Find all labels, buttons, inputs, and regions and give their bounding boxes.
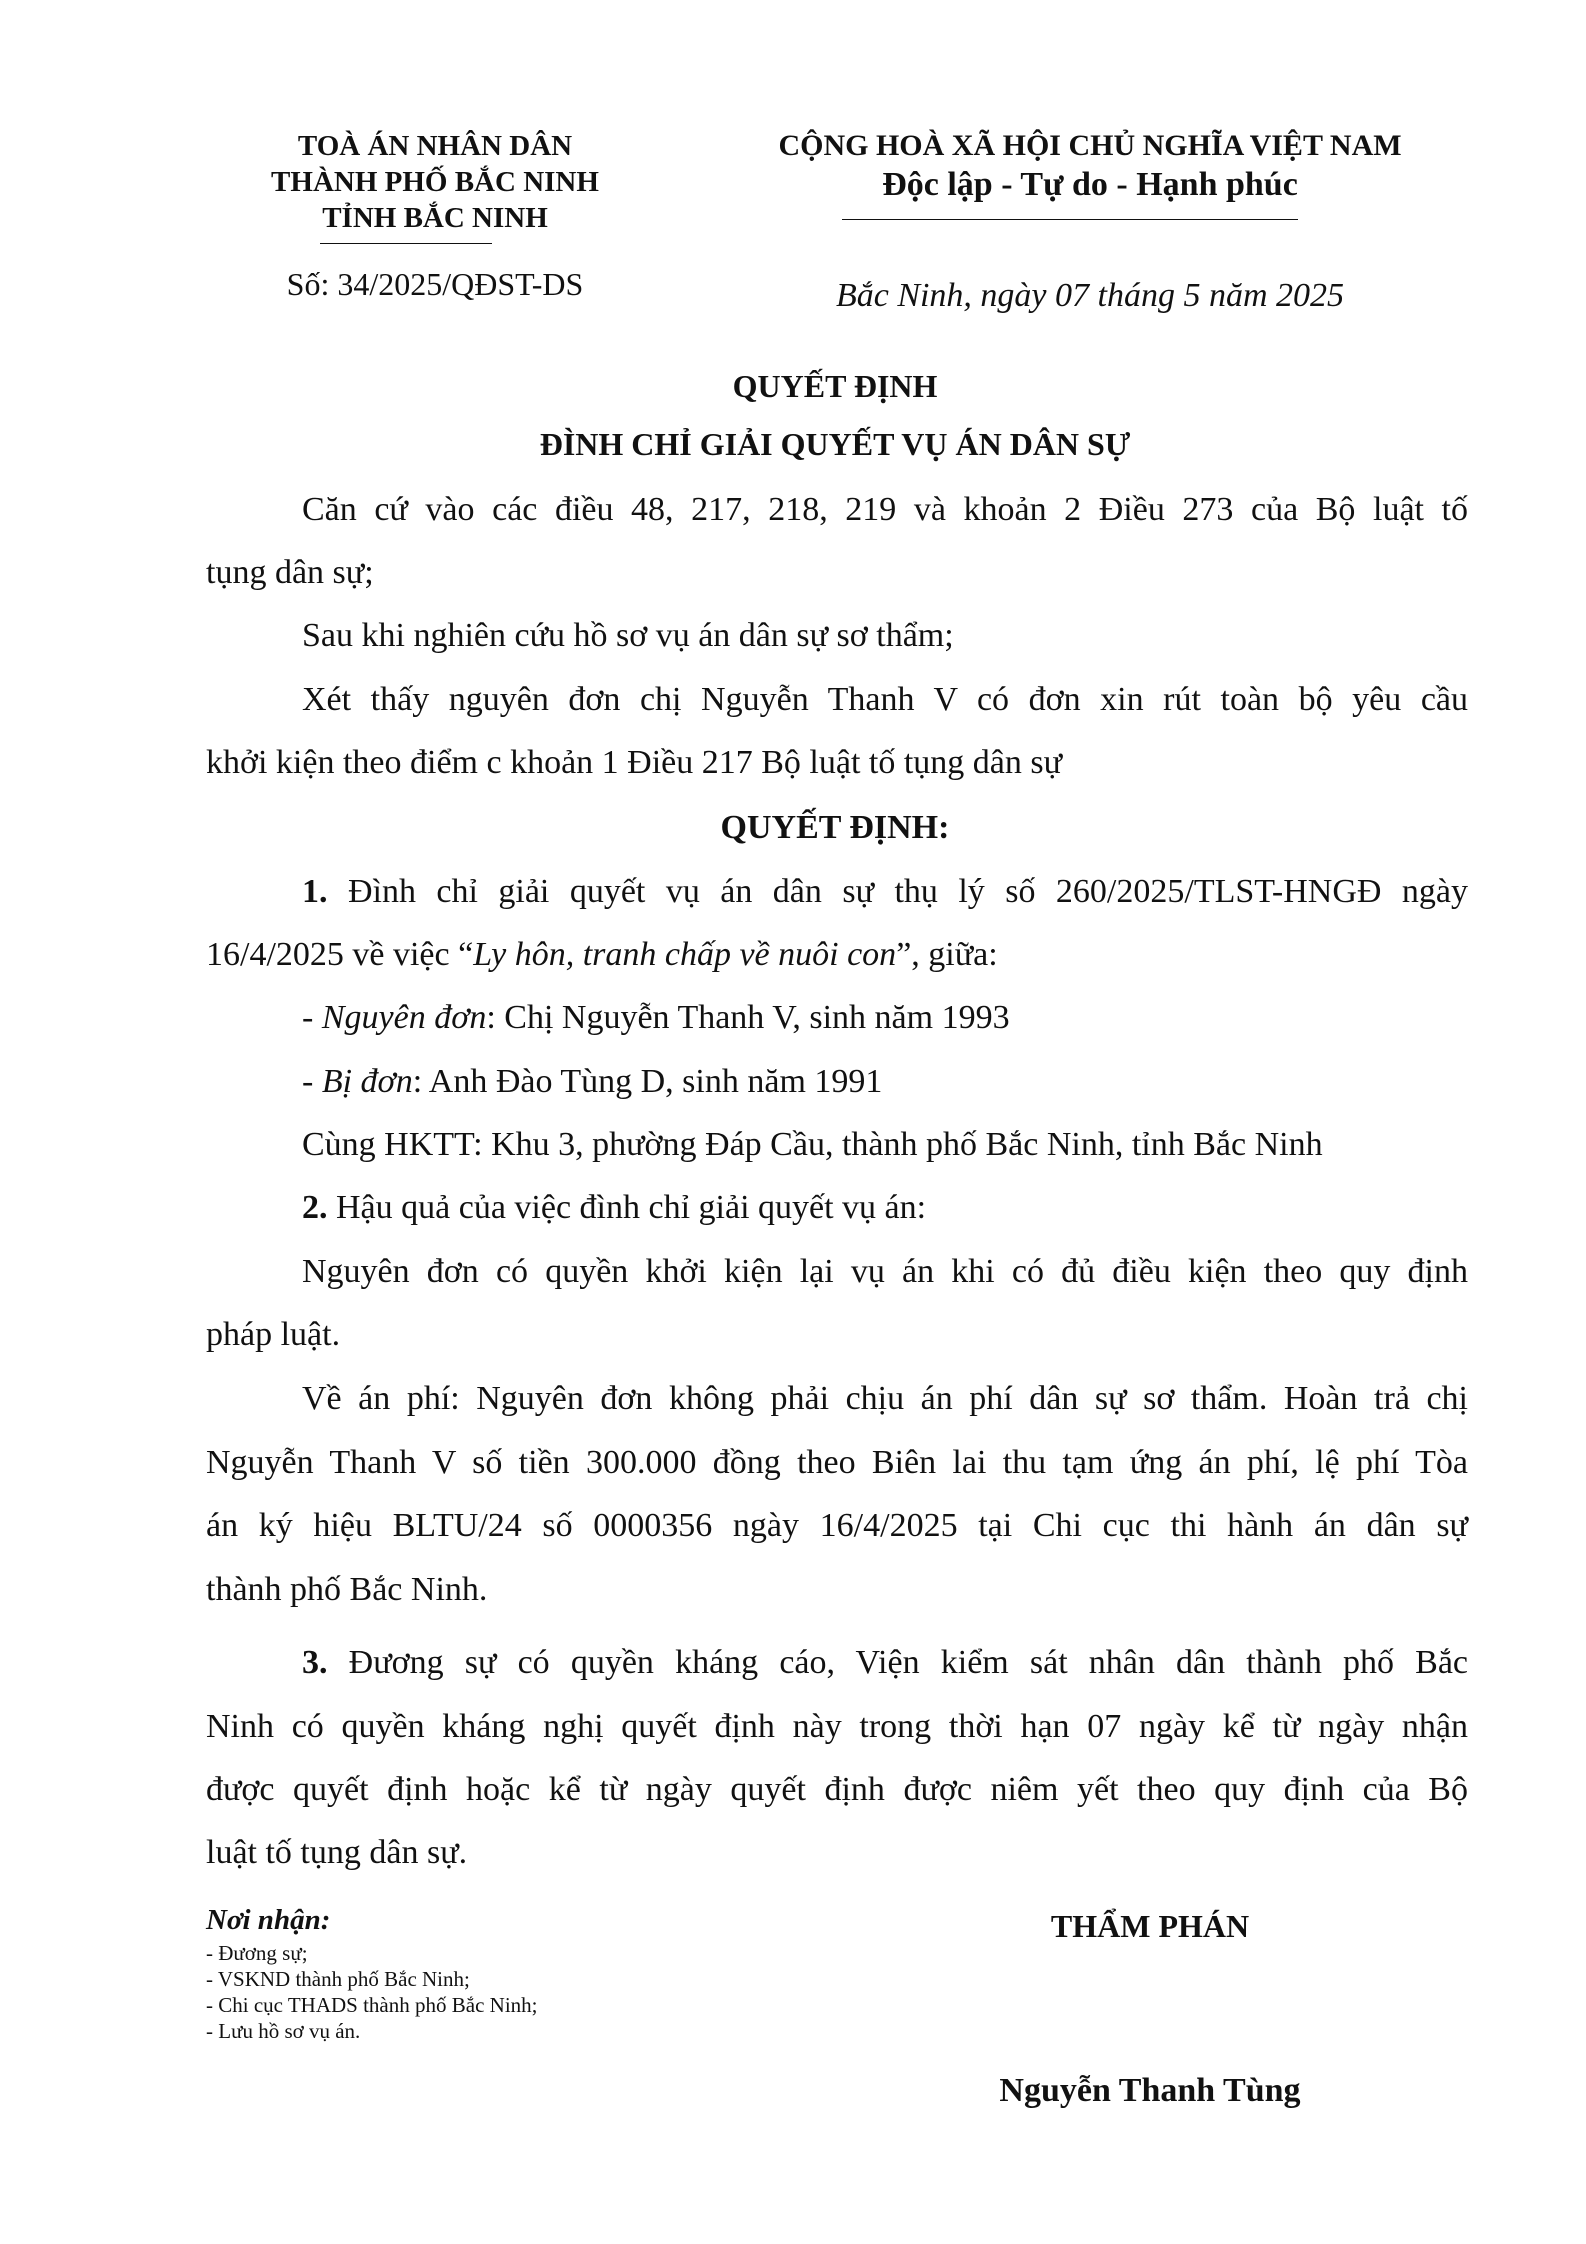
national-title: CỘNG HOÀ XÃ HỘI CHỦ NGHĨA VIỆT NAM xyxy=(778,129,1402,162)
item3-line-c: được quyết định hoặc kể từ ngày quyết định được niêm yết theo quy định của Bộ xyxy=(206,1771,1468,1808)
item3-line-a xyxy=(302,1643,1468,1683)
recipient-item: - VSKND thành phố Bắc Ninh; xyxy=(206,1967,470,1991)
basis-line-1a: Căn cứ vào các điều 48, 217, 218, 219 và khoản 2 Điều 273 của Bộ luật tố xyxy=(302,491,1468,528)
item1-number: 1. xyxy=(302,873,328,910)
motto-underline xyxy=(842,219,1298,220)
recipient-item: - Chi cục THADS thành phố Bắc Ninh; xyxy=(206,1993,538,2017)
recipient-item: - Đương sự; xyxy=(206,1941,308,1965)
signer-role: THẨM PHÁN xyxy=(1050,1908,1250,1944)
document-subtitle: ĐÌNH CHỈ GIẢI QUYẾT VỤ ÁN DÂN SỰ xyxy=(539,426,1131,462)
item1-text: Đình chỉ giải quyết vụ án dân sự thụ lý số 260/2025/TLST-HNGĐ ngày xyxy=(347,873,1468,910)
item2-p1-line-a: Nguyên đơn có quyền khởi kiện lại vụ án khi có đủ điều kiện theo quy định xyxy=(302,1253,1468,1290)
item2-p2-line-d: thành phố Bắc Ninh. xyxy=(206,1571,488,1608)
plaintiff-label: Nguyên đơn xyxy=(321,999,487,1036)
item2-p1-line-b: pháp luật. xyxy=(206,1316,341,1353)
basis-line-2: Sau khi nghiên cứu hồ sơ vụ án dân sự sơ thẩm; xyxy=(302,617,954,654)
signer-name: Nguyễn Thanh Tùng xyxy=(999,2072,1301,2109)
document-number: Số: 34/2025/QĐST-DS xyxy=(286,266,584,302)
case-type: Ly hôn, tranh chấp về nuôi con xyxy=(473,936,897,973)
defendant-dash: - xyxy=(302,1063,322,1100)
recipients-heading: Nơi nhận: xyxy=(206,1904,331,1936)
item1-line-b xyxy=(206,935,1468,975)
item3-line-b: Ninh có quyền kháng nghị quyết định này trong thời hạn 07 ngày kể từ ngày nhận xyxy=(206,1708,1468,1745)
item3-line-d: luật tố tụng dân sự. xyxy=(206,1834,468,1871)
issue-date: Bắc Ninh, ngày 07 tháng 5 năm 2025 xyxy=(835,277,1345,314)
basis-line-3b: khởi kiện theo điểm c khoản 1 Điều 217 Bộ luật tố tụng dân sự xyxy=(206,744,1063,781)
document-title: QUYẾT ĐỊNH xyxy=(732,368,938,404)
item1-line-a xyxy=(302,872,1468,912)
item2-number: 2. xyxy=(302,1189,328,1226)
court-underline xyxy=(320,243,492,244)
court-name-line2: THÀNH PHỐ BẮC NINH xyxy=(271,166,599,198)
court-name-block xyxy=(200,128,670,236)
decision-heading: QUYẾT ĐỊNH: xyxy=(720,809,950,846)
item2-p2-line-c: án ký hiệu BLTU/24 số 0000356 ngày 16/4/2025 tại Chi cục thi hành án dân sự xyxy=(206,1507,1468,1544)
item1-b-suffix: ”, giữa: xyxy=(896,936,998,973)
plaintiff-line xyxy=(302,998,1468,1038)
item2-p2-line-a: Về án phí: Nguyên đơn không phải chịu án phí dân sự sơ thẩm. Hoàn trả chị xyxy=(302,1380,1468,1417)
court-name-line1: TOÀ ÁN NHÂN DÂN xyxy=(297,130,573,162)
item3-number: 3. xyxy=(302,1644,328,1681)
defendant-text: : Anh Đào Tùng D, sinh năm 1991 xyxy=(412,1063,883,1100)
defendant-line xyxy=(302,1062,1468,1102)
plaintiff-text: : Chị Nguyễn Thanh V, sinh năm 1993 xyxy=(486,999,1010,1036)
item1-b-prefix: 16/4/2025 về việc “ xyxy=(206,936,474,973)
item2-text: Hậu quả của việc đình chỉ giải quyết vụ án: xyxy=(336,1189,927,1226)
address-line: Cùng HKTT: Khu 3, phường Đáp Cầu, thành phố Bắc Ninh, tỉnh Bắc Ninh xyxy=(302,1126,1323,1163)
item2-heading xyxy=(302,1188,1468,1228)
basis-line-3a: Xét thấy nguyên đơn chị Nguyễn Thanh V có đơn xin rút toàn bộ yêu cầu xyxy=(302,681,1468,718)
item3-text: Đương sự có quyền kháng cáo, Viện kiểm sát nhân dân thành phố Bắc xyxy=(348,1644,1468,1681)
item2-p2-line-b: Nguyễn Thanh V số tiền 300.000 đồng theo Biên lai thu tạm ứng án phí, lệ phí Tòa xyxy=(206,1444,1468,1481)
national-motto-block xyxy=(700,128,1480,206)
national-motto: Độc lập - Tự do - Hạnh phúc xyxy=(882,166,1298,203)
court-name-line3: TỈNH BẮC NINH xyxy=(322,202,548,234)
basis-line-1b: tụng dân sự; xyxy=(206,554,374,591)
defendant-label: Bị đơn xyxy=(321,1063,413,1100)
recipient-item: - Lưu hồ sơ vụ án. xyxy=(206,2019,361,2043)
plaintiff-dash: - xyxy=(302,999,322,1036)
